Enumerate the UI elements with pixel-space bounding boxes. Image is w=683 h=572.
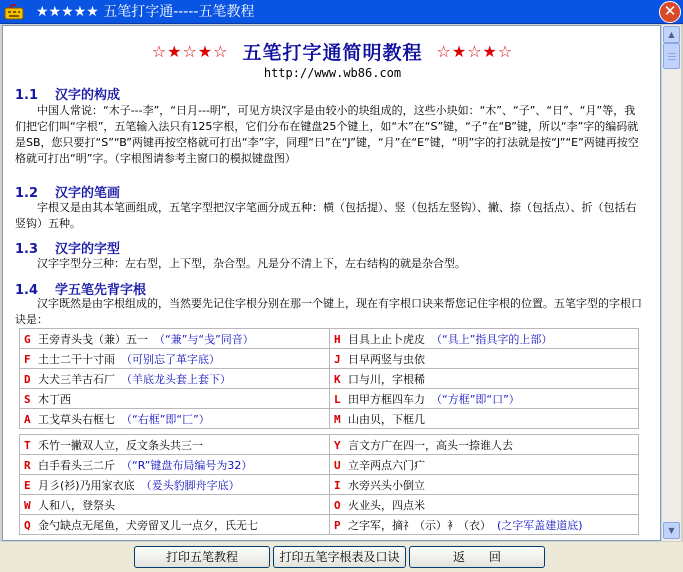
key-mnemonic-table-1 [19,328,639,429]
key-cell [330,435,639,455]
key-row [20,495,639,515]
section-title: 汉字的构成 [55,88,121,103]
print-key-table-button[interactable]: 打印五笔字根表及口诀 [273,546,406,568]
key-cell [330,409,639,429]
key-cell [20,495,330,515]
scroll-up-icon[interactable]: ▲ [663,26,680,43]
key-mnemonic: 言文方广在四一，高头一捺谁人去 [348,438,513,452]
key-mnemonic: 月彡(衫)乃用家衣底 [38,478,135,492]
key-note: (之字军盖建道底) [497,518,583,532]
key-row [20,455,639,475]
key-cell [330,495,639,515]
page-title: 五笔打字通简明教程 [242,42,423,64]
key-mnemonic: 口与川，字根稀 [348,372,425,386]
section-number: 1.3 [15,242,39,257]
key-cell [20,409,330,429]
key-mnemonic: 工戈草头右框七 [38,412,115,426]
scroll-thumb[interactable] [663,43,680,69]
key-letter: G [24,332,31,346]
key-cell [330,369,639,389]
key-cell [330,389,639,409]
key-mnemonic: 水旁兴头小倒立 [348,478,425,492]
section-title: 汉字的笔画 [55,186,121,201]
section-heading-1-2 [15,182,120,201]
key-letter: K [334,372,341,386]
key-row [20,475,639,495]
key-row [20,329,639,349]
key-cell [20,455,330,475]
key-mnemonic: 大犬三羊古石厂 [38,372,115,386]
section-heading-1-3 [15,238,120,257]
stars-right: ☆★☆★☆ [436,42,514,61]
key-cell [330,349,639,369]
key-mnemonic: 立辛两点六门疒 [348,458,425,472]
key-letter: I [334,478,341,492]
key-row [20,369,639,389]
section-number: 1.2 [15,186,39,201]
section-title: 汉字的字型 [55,242,121,257]
section-heading-1-1 [15,84,120,103]
section-number: 1.4 [15,283,39,298]
section-body-1-2: 字根又是由其本笔画组成，五笔字型把汉字笔画分成五种：横（包括提）、竖（包括左竖钩）、撇、捺（包括点）、折（包括右竖钩）五种。 [15,201,637,230]
key-mnemonic: 人和八，登祭头 [38,498,115,512]
back-button[interactable]: 返 回 [409,546,545,568]
key-letter: O [334,498,341,512]
key-mnemonic: 白手看头三二斤 [38,458,115,472]
key-letter: H [334,332,341,346]
scroll-down-icon[interactable]: ▼ [663,522,680,539]
key-cell [330,329,639,349]
key-note: （羊底龙头套上套下） [121,372,231,386]
tutorial-heading [3,38,661,65]
key-letter: U [334,458,341,472]
key-letter: M [334,412,341,426]
key-note: （“兼”与“戋”同音） [154,332,254,346]
key-letter: Q [24,518,31,532]
key-note: （“右框”即“匚”） [121,412,210,426]
print-tutorial-button[interactable]: 打印五笔教程 [134,546,270,568]
tutorial-content [2,25,661,541]
key-cell [20,329,330,349]
window-title: ★★★★★ 五笔打字通-----五笔教程 [36,4,255,20]
title-bar [0,0,683,24]
close-icon[interactable]: ✕ [659,1,681,23]
key-note: （“具上”指具字的上部） [431,332,553,346]
key-mnemonic: 禾竹一撇双人立，反文条头共三一 [38,438,203,452]
section-body-1-1: 中国人常说：“木子---李”，“日月---明”，可见方块汉字是由较小的块组成的，这些小块如：“木”、“子”、“日”、“月”等，我们把它们叫“字根”，五笔输入法只有125字根，它们分布在键盘25个键上，如“木”在“S”键，“子”在“B”键，所以“李”字的编码就是SB，您只要打“S”“B”两键再按空格就可打出“李”字，同理“日”在“J”键，“月”在“E”键，“明”字的打法就是按“J”“E”两键再按空格就可打出“明”字。（字根图请参考主窗口的模拟键盘图） [15,104,639,165]
key-cell [20,435,330,455]
key-row [20,515,639,535]
key-mnemonic: 金勺缺点无尾鱼，犬旁留叉儿一点夕，氏无七 [38,518,258,532]
stars-left: ☆★☆★☆ [151,42,229,61]
key-letter: T [24,438,31,452]
app-icon [4,3,24,21]
key-mnemonic: 田甲方框四车力 [348,392,425,406]
key-mnemonic: 土士二干十寸雨 [38,352,115,366]
key-note: （“方框”即“口”） [431,392,520,406]
key-cell [20,389,330,409]
section-number: 1.1 [15,88,39,103]
key-letter: P [334,518,341,532]
key-cell [20,515,330,535]
key-mnemonic: 日早两竖与虫依 [348,352,425,366]
key-mnemonic: 之字军，摘礻（示）衤（衣） [348,518,491,532]
key-mnemonic: 王旁青头戋（兼）五一 [38,332,148,346]
key-cell [330,455,639,475]
button-bar [0,542,683,572]
key-note: （爰头豹脚舟字底） [140,478,240,492]
key-letter: Y [334,438,341,452]
key-letter: R [24,458,31,472]
key-letter: J [334,352,341,366]
section-title: 学五笔先背字根 [55,283,147,298]
section-body-1-3: 汉字字型分三种：左右型，上下型，杂合型。凡是分不清上下，左右结构的就是杂合型。 [15,257,466,270]
key-cell [330,515,639,535]
key-note: （可别忘了革字底） [121,352,220,366]
key-letter: F [24,352,31,366]
key-letter: D [24,372,31,386]
website-url: http://www.wb86.com [263,66,402,80]
key-row [20,435,639,455]
key-mnemonic: 目具上止卜虎皮 [348,332,425,346]
key-row [20,349,639,369]
key-mnemonic: 火业头，四点米 [348,498,425,512]
key-cell [330,475,639,495]
key-letter: W [24,498,31,512]
section-body-1-4: 汉字既然是由字根组成的，当然要先记住字根分别在那一个键上，现在有字根口诀来帮您记住字根的位置。五笔字型的字根口诀是： [15,297,642,326]
key-mnemonic-table-2 [19,434,639,535]
key-letter: A [24,412,31,426]
vertical-scrollbar[interactable] [661,25,681,541]
key-cell [20,349,330,369]
key-cell [20,475,330,495]
key-mnemonic: 木丁西 [38,392,71,406]
key-row [20,389,639,409]
key-letter: L [334,392,341,406]
key-letter: E [24,478,31,492]
key-letter: S [24,392,31,406]
key-note: （“R”键盘布局编号为32） [121,458,253,472]
key-cell [20,369,330,389]
key-mnemonic: 山由贝，下框几 [348,412,425,426]
key-row [20,409,639,429]
